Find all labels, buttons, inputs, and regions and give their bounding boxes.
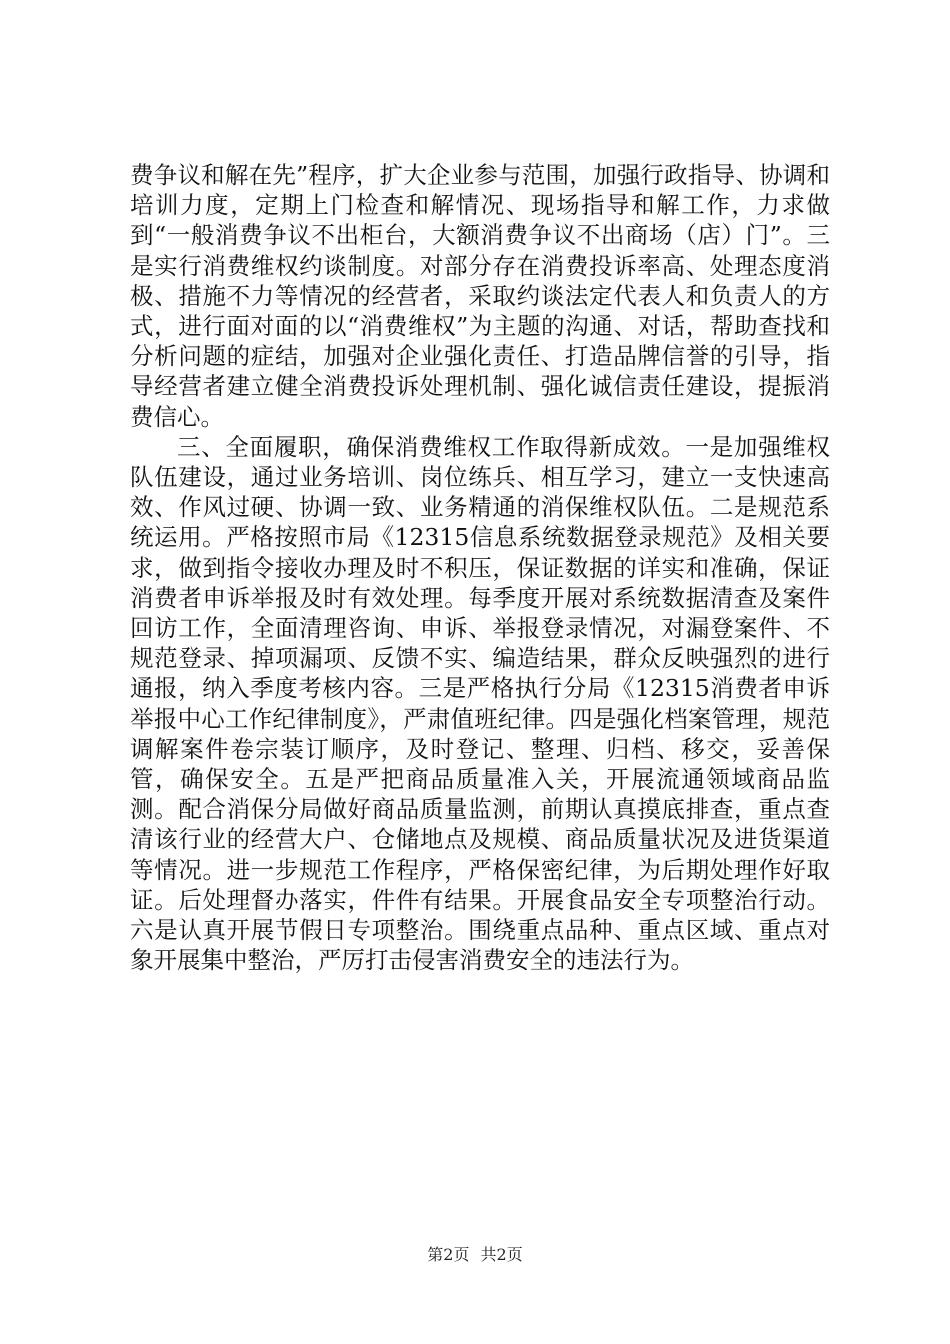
- paragraph-section-three: 三、全面履职，确保消费维权工作取得新成效。一是加强维权队伍建设，通过业务培训、岗位练兵、相互学习，建立一支快速高效、作风过硬、协调一致、业务精通的消保维权队伍。二是规范系统运用。严格按照市局《12315信息系统数据登录规范》及相关要求，做到指令接收办理及时不积压，保证数据的详实和准确，保证消费者申诉举报及时有效处理。每季度开展对系统数据清查及案件回访工作，全面清理咨询、申诉、举报登录情况，对漏登案件、不规范登录、掉项漏项、反馈不实、编造结果，群众反映强烈的进行通报，纳入季度考核内容。三是严格执行分局《12315消费者申诉举报中心工作纪律制度》，严肃值班纪律。四是强化档案管理，规范调解案件卷宗装订顺序，及时登记、整理、归档、移交，妥善保管，确保安全。五是严把商品质量准入关，开展流通领域商品监测。配合消保分局做好商品质量监测，前期认真摸底排查，重点查清该行业的经营大户、仓储地点及规模、商品质量状况及进货渠道等情况。进一步规范工作程序，严格保密纪律，为后期处理作好取证。后处理督办落实，件件有结果。开展食品安全专项整治行动。六是认真开展节假日专项整治。围绕重点品种、重点区域、重点对象开展集中整治，严厉打击侵害消费安全的违法行为。: [130, 432, 830, 975]
- page-number: 第2页: [427, 1245, 470, 1264]
- document-body: [130, 160, 830, 975]
- page-footer: [0, 1244, 950, 1266]
- page-total: 共2页: [480, 1245, 523, 1264]
- paragraph-continued: 费争议和解在先”程序，扩大企业参与范围，加强行政指导、协调和培训力度，定期上门检查和解情况、现场指导和解工作，力求做到“一般消费争议不出柜台，大额消费争议不出商场（店）门”。三是实行消费维权约谈制度。对部分存在消费投诉率高、处理态度消极、措施不力等情况的经营者，采取约谈法定代表人和负责人的方式，进行面对面的以“消费维权”为主题的沟通、对话，帮助查找和分析问题的症结，加强对企业强化责任、打造品牌信誉的引导，指导经营者建立健全消费投诉处理机制、强化诚信责任建设，提振消费信心。: [130, 161, 830, 431]
